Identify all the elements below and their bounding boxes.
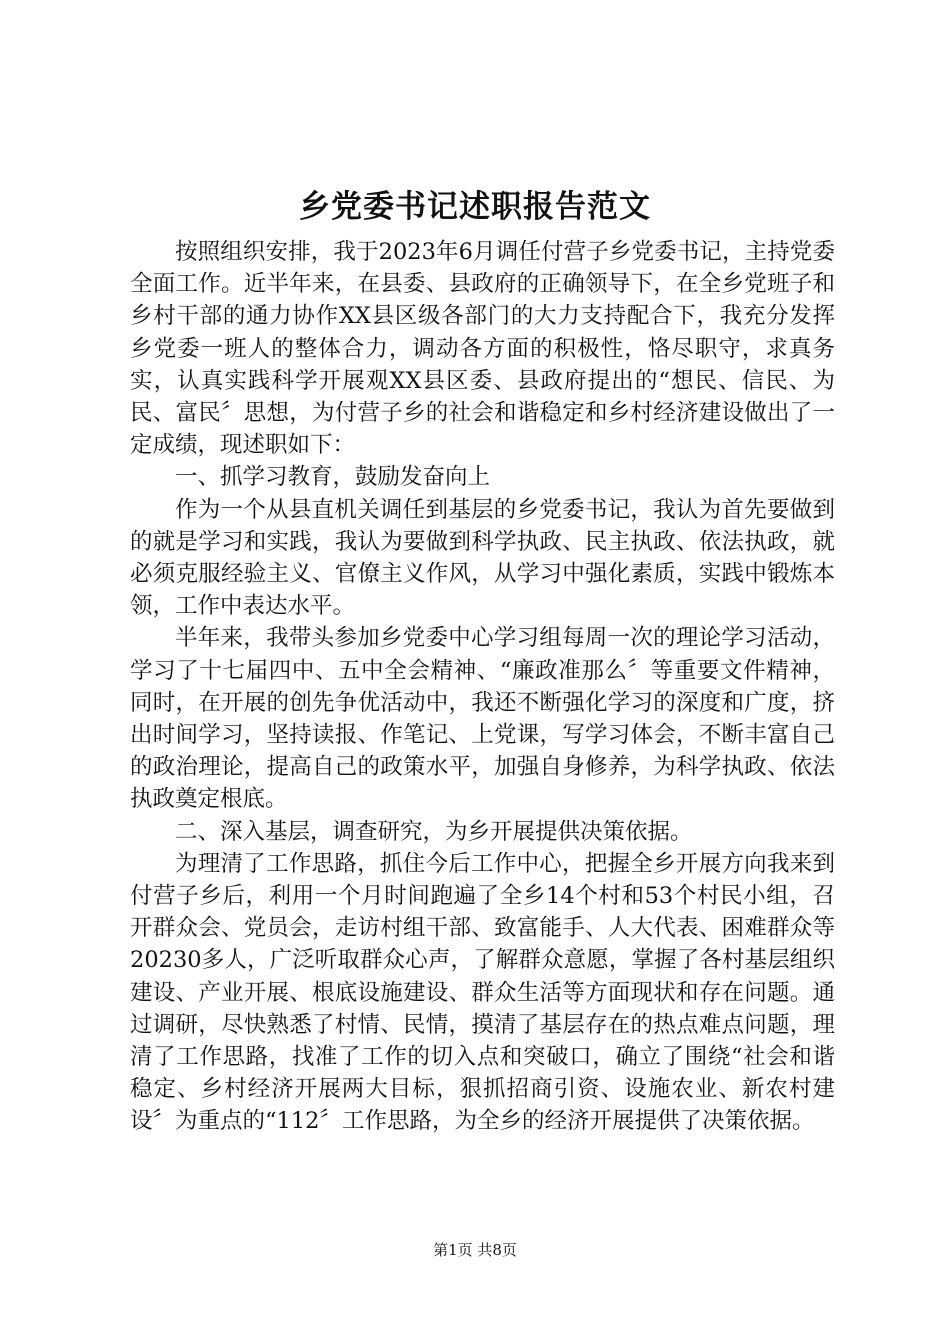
- paragraph-research: 为理清了工作思路，抓住今后工作中心，把握全乡开展方向我来到付营子乡后，利用一个月时间跑遍了全乡14个村和53个村民小组，召开群众会、党员会，走访村组干部、致富能手、人大代表、困难群众等20230多人，广泛听取群众心声，了解群众意愿，掌握了各村基层组织建设、产业开展、根底设施建设、群众生活等方面现状和存在问题。通过调研，尽快熟悉了村情、民情，摸清了基层存在的热点难点问题，理清了工作思路，找准了工作的切入点和突破口，确立了围绕“社会和谐稳定、乡村经济开展两大目标，狠抓招商引资、设施农业、新农村建设〞为重点的“112〞工作思路，为全乡的经济开展提供了决策依据。: [130, 850, 835, 1135]
- document-body: [130, 236, 835, 1138]
- section-heading-1: 一、抓学习教育，鼓励发奋向上: [175, 464, 491, 491]
- paragraph-study-2: 半年来，我带头参加乡党委中心学习组每周一次的理论学习活动，学习了十七届四中、五中全会精神、“廉政准那么〞等重要文件精神，同时，在开展的创先争优活动中，我还不断强化学习的深度和广度，挤出时间学习，坚持读报、作笔记、上党课，写学习体会，不断丰富自己的政治理论，提高自己的政策水平，加强自身修养，为科学执政、依法执政奠定根底。: [130, 625, 835, 813]
- section-heading-2: 二、深入基层，调查研究，为乡开展提供决策依据。: [175, 818, 693, 845]
- paragraph-intro: 按照组织安排，我于2023年6月调任付营子乡党委书记，主持党委全面工作。近半年来，在县委、县政府的正确领导下，在全乡党班子和乡村干部的通力协作XX县区级各部门的大力支持配合下，我充分发挥乡党委一班人的整体合力，调动各方面的积极性，恪尽职守，求真务实，认真实践科学开展观XX县区委、县政府提出的“想民、信民、为民、富民〞思想，为付营子乡的社会和谐稳定和乡村经济建设做出了一定成绩，现述职如下：: [130, 239, 835, 459]
- paragraph-study-1: 作为一个从县直机关调任到基层的乡党委书记，我认为首先要做到的就是学习和实践，我认为要做到科学执政、民主执政、依法执政，就必须克服经验主义、官僚主义作风，从学习中强化素质，实践中锻炼本领，工作中表达水平。: [130, 496, 835, 620]
- page-footer: 第1页 共8页: [433, 1241, 517, 1259]
- page-title: 乡党委书记述职报告范文: [299, 189, 651, 225]
